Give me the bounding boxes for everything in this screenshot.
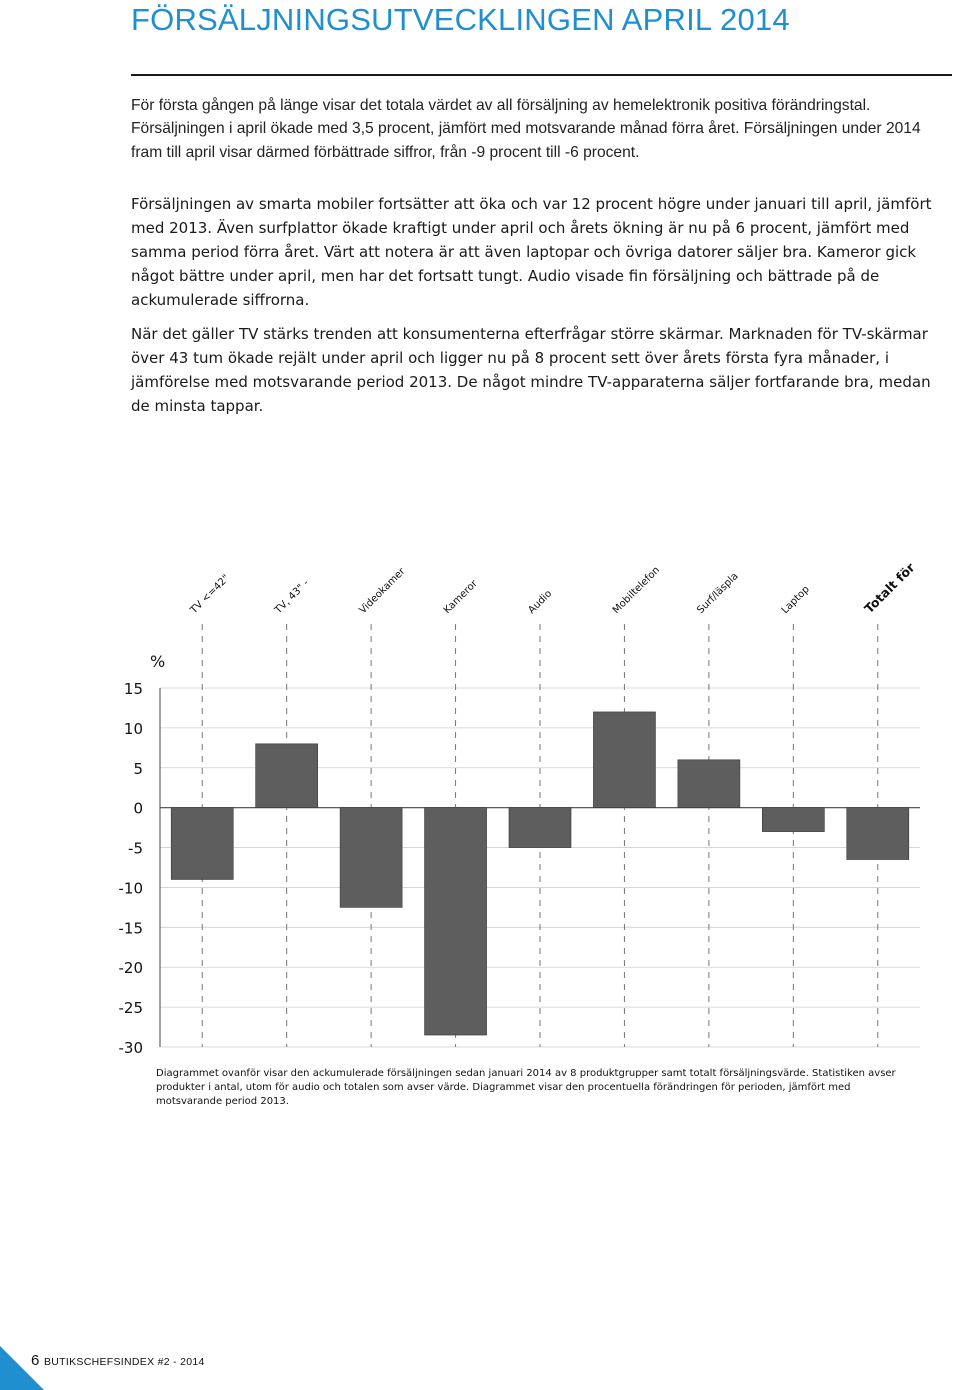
- chart-y-label: %: [150, 652, 166, 671]
- page-footer: [0, 1346, 300, 1390]
- chart-caption: Diagrammet ovanför visar den ackumulerade försäljningen sedan januari 2014 av 8 produktgrupper samt totalt försäljningsvärde. Statistiken avser produkter i antal, utom för audio och totalen som avser värde. Diagrammet visar den procentuella förändringen för perioden, jämfört med motsvarande period 2013.: [156, 1068, 896, 1107]
- bar-4: [509, 808, 571, 848]
- y-tick-label: 5: [133, 759, 143, 778]
- category-label: Mobiltelefon: [610, 564, 663, 617]
- bar-0: [171, 808, 233, 880]
- y-tick-label: 15: [123, 680, 143, 698]
- category-label: TV <=42": [188, 572, 232, 617]
- y-tick-label: -5: [128, 839, 143, 858]
- publication-name: BUTIKSCHEFSINDEX #2 - 2014: [44, 1356, 205, 1368]
- y-tick-label: -20: [118, 959, 143, 978]
- bar-3: [425, 808, 487, 1035]
- paragraph-mobiles: Försäljningen av smarta mobiler fortsätter att öka och var 12 procent högre under januari till april, jämfört med 2013. Även surfplattor ökade kraftigt under april och årets ökning är nu på 6 procent, jämfört med samma period förra året. Värt att notera är att även laptopar och övriga datorer säljer bra. Kameror gick något bättre under april, men har det fortsatt tungt. Audio visade fin försäljning och bättrade på de ackumulerade siffrorna.: [131, 195, 932, 309]
- page-number: 6: [31, 1352, 40, 1369]
- sales-bar-chart: [0, 560, 960, 1060]
- chart-categories: [188, 560, 918, 617]
- bar-2: [340, 808, 402, 908]
- category-label: Surf/läspla: [695, 570, 741, 617]
- y-tick-label: 0: [133, 799, 143, 818]
- y-tick-label: -25: [118, 999, 143, 1018]
- y-tick-label: -10: [118, 879, 143, 898]
- y-tick-label: -15: [118, 919, 143, 938]
- y-tick-label: 10: [123, 719, 143, 738]
- category-label: Audio: [526, 588, 555, 617]
- chart-y-ticks: [119, 680, 144, 1057]
- bar-7: [762, 808, 824, 832]
- bar-5: [593, 712, 655, 808]
- bar-1: [256, 744, 318, 808]
- category-label: Videokamer: [357, 566, 408, 617]
- y-tick-label: -30: [118, 1039, 143, 1057]
- paragraph-intro: För första gången på länge visar det totala värdet av all försäljning av hemelektronik positiva förändringstal. Försäljningen i april ökade med 3,5 procent, jämfört med motsvarande månad förra året. Försäljningen under 2014 fram till april visar därmed förbättrade siffror, från -9 procent till -6 procent.: [131, 97, 921, 161]
- page-title: FÖRSÄLJNINGSUTVECKLINGEN APRIL 2014: [131, 2, 790, 37]
- category-label: Totalt för: [861, 560, 918, 617]
- title-divider: [131, 74, 952, 76]
- category-label: TV, 43" -: [273, 577, 312, 617]
- category-label: Laptop: [779, 583, 812, 617]
- bar-6: [678, 760, 740, 808]
- paragraph-tv: När det gäller TV stärks trenden att konsumenterna efterfrågar större skärmar. Marknaden för TV-skärmar över 43 tum ökade rejält under april och ligger nu på 8 procent sett över årets första fyra månader, i jämförelse med motsvarande period 2013. De något mindre TV-apparaterna säljer fortfarande bra, medan de minsta tappar.: [131, 325, 931, 415]
- bar-8: [847, 808, 909, 860]
- category-label: Kameror: [441, 578, 480, 617]
